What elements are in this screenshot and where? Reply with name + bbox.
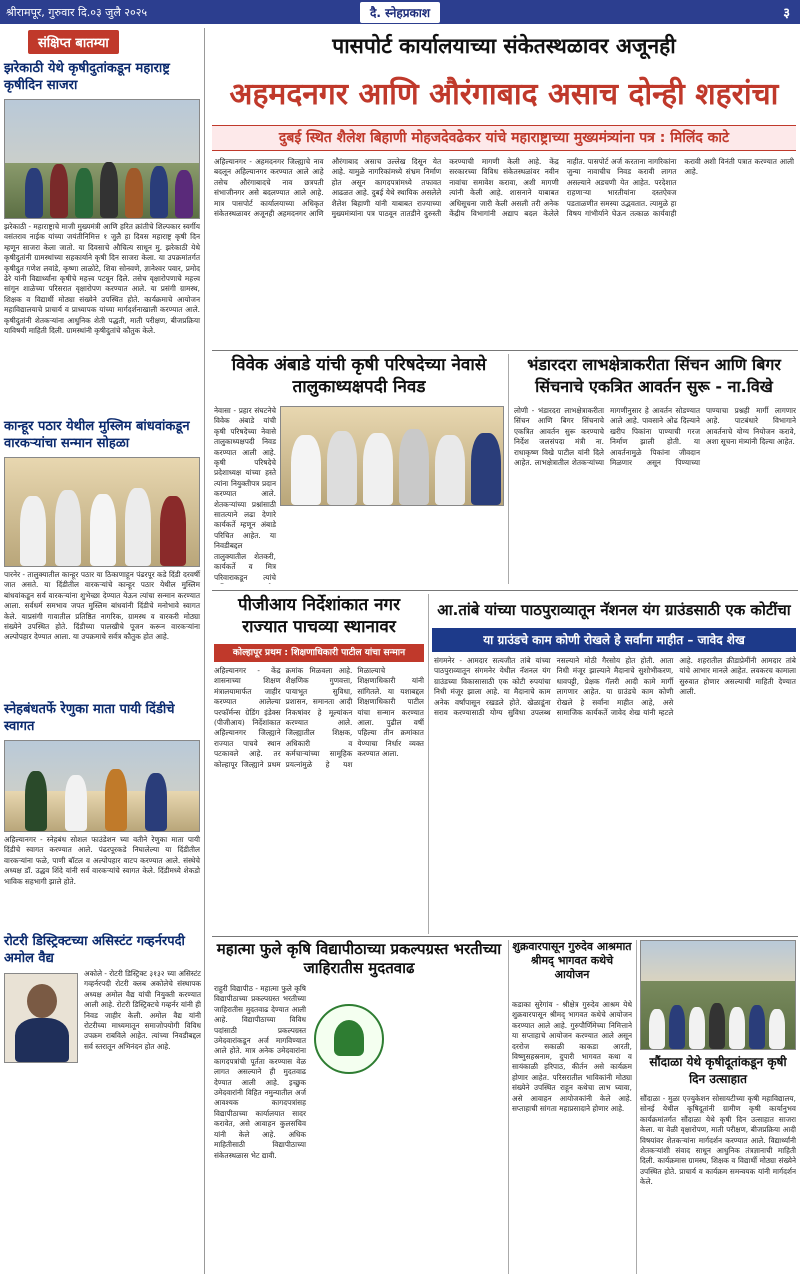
story-body: झरेकाठी - महाराष्ट्राचे माजी मुख्यमंत्री आणि हरित क्रांतीचे शिल्पकार स्वर्गीय वसंतराव नाईक यांच्या जयंतीनिमित्त १ जुलै हा दिवस महाराष्ट्र कृषी दिन म्हणून साजरा केला जातो. या दिवसाचे औचित्य साधून मु. झरेकाठी येथे कृषीदुतांनी ग्रामस्थांच्या सहकार्याने कृषी दिन साजरा केला. या उपक्रमांतर्गत कृषीदुत गणेश लवांडे, कृष्णा लाळोटे, शिवा सोनवणे, ज्ञानेश्वर पवार, प्रमोद ढेरे यांनी विद्यार्थ्यांना कृषीचे महत्त्व पटवून दिले. तसेच वृक्षारोपणाचे महत्त्व सांगून शाळेच्या परिसरात वृक्षारोपण करण्यात आले. या प्रसंगी ग्रामस्थ, शिक्षक व विद्यार्थी मोठ्या संख्येने उपस्थित होते. कार्यक्रमाचे आयोजन महाविद्यालयाचे प्राचार्य व प्राध्यापक यांच्या मार्गदर्शनाखाली करण्यात आले. कृषीदुतांनी शेतकऱ्यांना आधुनिक शेती पद्धती, माती परीक्षण, बीजप्रक्रिया याविषयी माहिती दिली. ग्रामस्थांनी कृषीदुतांचे कौतुक केले. <box>4 222 200 336</box>
story-photo <box>4 457 200 567</box>
left-column <box>0 28 205 1274</box>
story-title: स्नेहबंधतर्फे रेणुका माता पायी दिंडीचे स्वागत <box>4 702 175 734</box>
story-photo <box>280 406 504 506</box>
story-title: रोटरी डिस्ट्रिक्टच्या असिस्टंट गव्हर्नरपदी अमोल वैद्य <box>4 934 185 966</box>
story-body: संगमनेर - आमदार सत्यजीत तांबे यांच्या पाठपुराव्यातून संगमनेर येथील नॅशनल यंग ग्राउंडच्या विकासासाठी एक कोटी रुपयांचा निधी मंजूर झाला आहे. या मैदानाचे काम अनेक वर्षांपासून रखडले होते. खेळाडूंना सराव करण्यासाठी योग्य सुविधा उपलब्ध नसल्याने मोठी गैरसोय होत होती. आता निधी मंजूर झाल्याने मैदानाचे सुशोभीकरण, धावपट्टी, प्रेक्षक गॅलरी आदी कामे मार्गी लागणार आहेत. या ग्राउंडचे काम कोणी रोखले हे सर्वांना माहीत आहे, असे सामाजिक कार्यकर्ते जावेद शेख यांनी म्हटले आहे. शहरातील क्रीडाप्रेमींनी आमदार तांबे यांचे आभार मानले आहेत. लवकरच कामाला सुरुवात होणार असल्याची माहिती देण्यात आली. <box>434 656 796 718</box>
story-block <box>214 984 504 1274</box>
story-photo <box>4 99 200 219</box>
lead-body: अहिल्यानगर - अहमदनगर जिल्ह्याचे नाव बदलून अहिल्यानगर करण्यात आले आहे तसेच औरंगाबादचे नाव छत्रपती संभाजीनगर असे बदलण्यात आले आहे. मात्र पासपोर्ट कार्यालयाच्या अधिकृत संकेतस्थळावर अजूनही अहमदनगर आणि औरंगाबाद असाच उल्लेख दिसून येत आहे. यामुळे नागरिकांमध्ये संभ्रम निर्माण होत असून कागदपत्रांमध्ये तफावत आढळत आहे. दुबई येथे स्थायिक असलेले शैलेश बिहाणी यांनी याबाबत राज्याच्या मुख्यमंत्र्यांना पत्र पाठवून तातडीने दुरुस्ती करण्याची मागणी केली आहे. केंद्र सरकारच्या विविध संकेतस्थळांवर नवीन नावांचा समावेश करावा, अशी मागणी त्यांनी केली आहे. शासनाने याबाबत अधिसूचना जारी केली असली तरी अनेक केंद्रीय विभागांनी अद्याप बदल केलेले नाहीत. पासपोर्ट अर्ज करताना नागरिकांना जुन्या नावाचीच निवड करावी लागत असल्याने अडचणी येत आहेत. परदेशात राहणाऱ्या भारतीयांना दस्तऐवज पडताळणीत समस्या उद्भवतात. त्यामुळे हा विषय गांभीर्याने घेऊन तत्काळ कार्यवाही करावी अशी विनंती पत्रात करण्यात आली आहे. <box>214 157 794 219</box>
portrait-photo <box>4 973 78 1063</box>
story-headline: आ.तांबे यांच्या पाठपुराव्यातून नॅशनल यंग ग्राउंडसाठी एक कोटींचा <box>437 601 791 619</box>
story-body: नेवासा - प्रहार संघटनेचे विवेक अंबाडे यांची कृषी परिषदेच्या नेवासे तालुकाध्यक्षपदी निवड करण्यात आली आहे. कृषी परिषदेचे प्रदेशाध्यक्ष यांच्या हस्ते त्यांना नियुक्तीपत्र प्रदान करण्यात आले. शेतकऱ्यांच्या प्रश्नांसाठी सातत्याने लढा देणारे कार्यकर्ते म्हणून अंबाडे परिचित आहेत. या निवडीबद्दल तालुक्यातील शेतकरी, कार्यकर्ते व मित्र परिवाराकडून त्यांचे <box>214 406 276 582</box>
story-bar: कोल्हापूर प्रथम : शिक्षणाधिकारी पाटील यांचा सन्मान <box>214 644 424 662</box>
story-photo <box>4 740 200 832</box>
story-body: अहिल्यानगर - स्नेहबंध सोशल फाउंडेशन च्या वतीने रेणुका माता पायी दिंडीचे स्वागत करण्यात आले. पंढरपूरकडे निघालेल्या या दिंडीतील वारकऱ्यांना फळे, पाणी बॉटल व अल्पोपहार वाटप करण्यात आले. संस्थेचे अध्यक्ष डॉ. उद्धव शिंदे यांनी सर्व वारकऱ्यांचे स्वागत केले. दिंडीमध्ये शेकडो भाविक सहभागी झाले होते. <box>4 835 200 886</box>
story-body: अकोले - रोटरी डिस्ट्रिक्ट ३१३२ च्या असिस्टंट गव्हर्नरपदी रोटरी क्लब अकोलेचे संस्थापक अध्यक्ष अमोल वैद्य यांची नियुक्ती करण्यात आली आहे. रोटरी डिस्ट्रिक्टचे गव्हर्नर यांनी ही निवड जाहीर केली. अमोल वैद्य यांनी रोटरीच्या माध्यमातून समाजोपयोगी विविध उपक्रम राबविले आहेत. त्यांच्या निवडीबद्दल सर्व स्तरातून अभिनंदन होत आहे. <box>84 969 201 1051</box>
story-headline: भंडारदरा लाभक्षेत्राकरीता सिंचन आणि बिगर सिंचनाचे एकत्रित आवर्तन सुरू - ना.विखे <box>527 355 781 396</box>
story-photo <box>640 940 796 1050</box>
story-body: कडाका सुरेगांव - श्रीक्षेत्र गुरुदेव आश्रम येथे शुक्रवारपासून श्रीमद् भागवत कथेचे आयोजन करण्यात आले आहे. गुरुपौर्णिमेच्या निमित्ताने या सप्ताहाचे आयोजन करण्यात आले असून दररोज सकाळी काकडा आरती, विष्णुसहस्रनाम, दुपारी भागवत कथा व सायंकाळी हरिपाठ, कीर्तन असे कार्यक्रम होणार आहेत. परिसरातील भाविकांनी मोठ्या संख्येने उपस्थित राहून कथेचा लाभ घ्यावा, असे आवाहन आयोजकांनी केले आहे. सप्ताहाची सांगता महाप्रसादाने होणार आहे. <box>512 1000 632 1114</box>
story-headline: शुक्रवारपासून गुरुदेव आश्रमात श्रीमद् भागवत कथेचे आयोजन <box>512 940 632 981</box>
story-block <box>0 969 204 1219</box>
dateline: श्रीरामपूर, गुरुवार दि.०३ जुलै २०२५ <box>6 6 148 19</box>
story-bar: या ग्राउंडचे काम कोणी रोखले हे सर्वांना माहीत – जावेद शेख <box>432 628 796 652</box>
story-body: राहुरी विद्यापीठ - महात्मा फुले कृषि विद्यापीठाच्या प्रकल्पग्रस्त भरतीच्या जाहिरातीस मुदतवाढ देण्यात आली आहे. विद्यापीठाच्या विविध पदांसाठी प्रकल्पग्रस्त उमेदवारांकडून अर्ज मागविण्यात आले होते. मात्र अनेक उमेदवारांना कागदपत्रांची पूर्तता करण्यास वेळ लागत असल्याने ही मुदतवाढ देण्यात आली आहे. इच्छुक उमेदवारांनी विहित नमुन्यातील अर्ज आवश्यक कागदपत्रांसह विद्यापीठाच्या कार्यालयात सादर करावेत, असे आवाहन कुलसचिव यांनी केले आहे. अधिक माहितीसाठी विद्यापीठाच्या संकेतस्थळास भेट द्यावी. <box>214 984 306 1160</box>
story-block <box>214 406 504 584</box>
mphule-logo <box>314 1004 384 1074</box>
story-title: कान्हूर पठार येथील मुस्लिम बांधवांकडून वारकऱ्यांचा सन्मान सोहळा <box>4 419 190 451</box>
story-title: झरेकाठी येथे कृषीदुतांकडून महाराष्ट्र कृषीदिन साजरा <box>4 61 170 93</box>
story-headline: पीजीआय निर्देशांकात नगर राज्यात पाचव्या स्थानावर <box>237 595 401 637</box>
lead-subhead: दुबई स्थित शैलेश बिहाणी मोहजदेवढेकर यांचे महाराष्ट्राच्या मुख्यमंत्र्यांना पत्र : मिलिंद काटे <box>212 125 796 151</box>
lead-headline: अहमदनगर आणि औरंगाबाद असाच दोन्ही शहरांचा <box>229 77 779 112</box>
paper-name: दै. स्नेहप्रकाश <box>360 2 440 23</box>
story-headline: महात्मा फुले कृषि विद्यापीठाच्या प्रकल्पग्रस्त भरतीच्या जाहिरातीस मुदतवाढ <box>216 940 502 977</box>
story-body: सौंदाळा - मुळा एज्युकेशन सोसायटीच्या कृषी महाविद्यालय, सोनई येथील कृषिदूतांनी ग्रामीण कृषी कार्यानुभव कार्यक्रमांतर्गत सौंदाळा येथे कृषी दिन उत्साहात साजरा केला. या वेळी वृक्षारोपण, माती परीक्षण, बीजप्रक्रिया आदी विषयांवर शेतकऱ्यांना मार्गदर्शन करण्यात आले. विद्यार्थ्यांनी शेतकऱ्यांशी संवाद साधून आधुनिक तंत्रज्ञानाची माहिती दिली. कार्यक्रमास ग्रामस्थ, शिक्षक व विद्यार्थी मोठ्या संख्येने उपस्थित होते. प्राचार्य व कार्यक्रम समन्वयक यांनी मार्गदर्शन केले. <box>640 1094 796 1187</box>
lead-kicker: पासपोर्ट कार्यालयाच्या संकेतस्थळावर अजूनही <box>332 34 676 58</box>
story-headline: सौंदाळा येथे कृषीदूतांकडून कृषी दिन उत्साहात <box>649 1055 787 1086</box>
section-tag: संक्षिप्त बातम्या <box>28 30 119 54</box>
masthead-strip <box>0 0 800 24</box>
page-number: ३ <box>783 6 790 21</box>
story-body: पारनेर - तालुक्यातील कान्हूर पठार या ठिकाणाहून पंढरपूर कडे दिंडी दरवर्षी जात असते. या दिंडीतील वारकऱ्यांचे कान्हूर पठार येथील मुस्लिम बांधवांकडून सर्व वारकऱ्यांना शुभेच्छा देण्यात येऊन त्यांचा सन्मान करण्यात आला. सर्वधर्म समभाव जपत मुस्लिम बांधवांनी दिंडीचे मनोभावे स्वागत केले. याप्रसंगी गावातील प्रतिष्ठित नागरिक, ग्रामस्थ व वारकरी मोठ्या संख्येने उपस्थित होते. दिंडीच्या पालखीचे पूजन करून वारकऱ्यांना अल्पोपहार देण्यात आला. या उपक्रमाचे सर्वत्र कौतुक होत आहे. <box>4 570 200 642</box>
story-body: अहिल्यानगर - केंद्र शासनाच्या शिक्षण मंत्रालयामार्फत जाहीर करण्यात आलेल्या परफॉर्मन्स ग्रेडिंग इंडेक्स (पीजीआय) निर्देशांकात अहिल्यानगर जिल्ह्याने राज्यात पाचवे स्थान पटकावले आहे. तर कोल्हापूर जिल्ह्याने प्रथम क्रमांक मिळवला आहे. शैक्षणिक गुणवत्ता, पायाभूत सुविधा, प्रशासन, समानता आदी निकषांवर हे मूल्यांकन करण्यात आले. जिल्ह्यातील शिक्षक, अधिकारी व कर्मचाऱ्यांच्या सामूहिक प्रयत्नांमुळे हे यश मिळाल्याचे शिक्षणाधिकारी यांनी सांगितले. या यशाबद्दल शिक्षणाधिकारी पाटील यांचा सन्मान करण्यात आला. पुढील वर्षी पहिल्या तीन क्रमांकात येण्याचा निर्धार व्यक्त करण्यात आला. <box>214 666 424 769</box>
story-headline: विवेक अंबाडे यांची कृषी परिषदेच्या नेवासे तालुकाध्यक्षपदी निवड <box>231 355 487 397</box>
story-body: लोणी - भंडारदरा लाभक्षेत्राकरीता सिंचन आणि बिगर सिंचनाचे एकत्रित आवर्तन सुरू करण्याचे निर्देश जलसंपदा मंत्री ना. राधाकृष्ण विखे पाटील यांनी दिले आहेत. लाभक्षेत्रातील शेतकऱ्यांच्या मागणीनुसार हे आवर्तन सोडण्यात आले आहे. पावसाने ओढ दिल्याने खरीप पिकांना पाण्याची गरज निर्माण झाली होती. या आवर्तनामुळे पिकांना जीवदान मिळणार असून पिण्याच्या पाण्याचा प्रश्नही मार्गी लागणार आहे. पाटबंधारे विभागाने आवर्तनाचे योग्य नियोजन करावे, अशा सूचना मंत्र्यांनी दिल्या आहेत. <box>514 406 796 468</box>
